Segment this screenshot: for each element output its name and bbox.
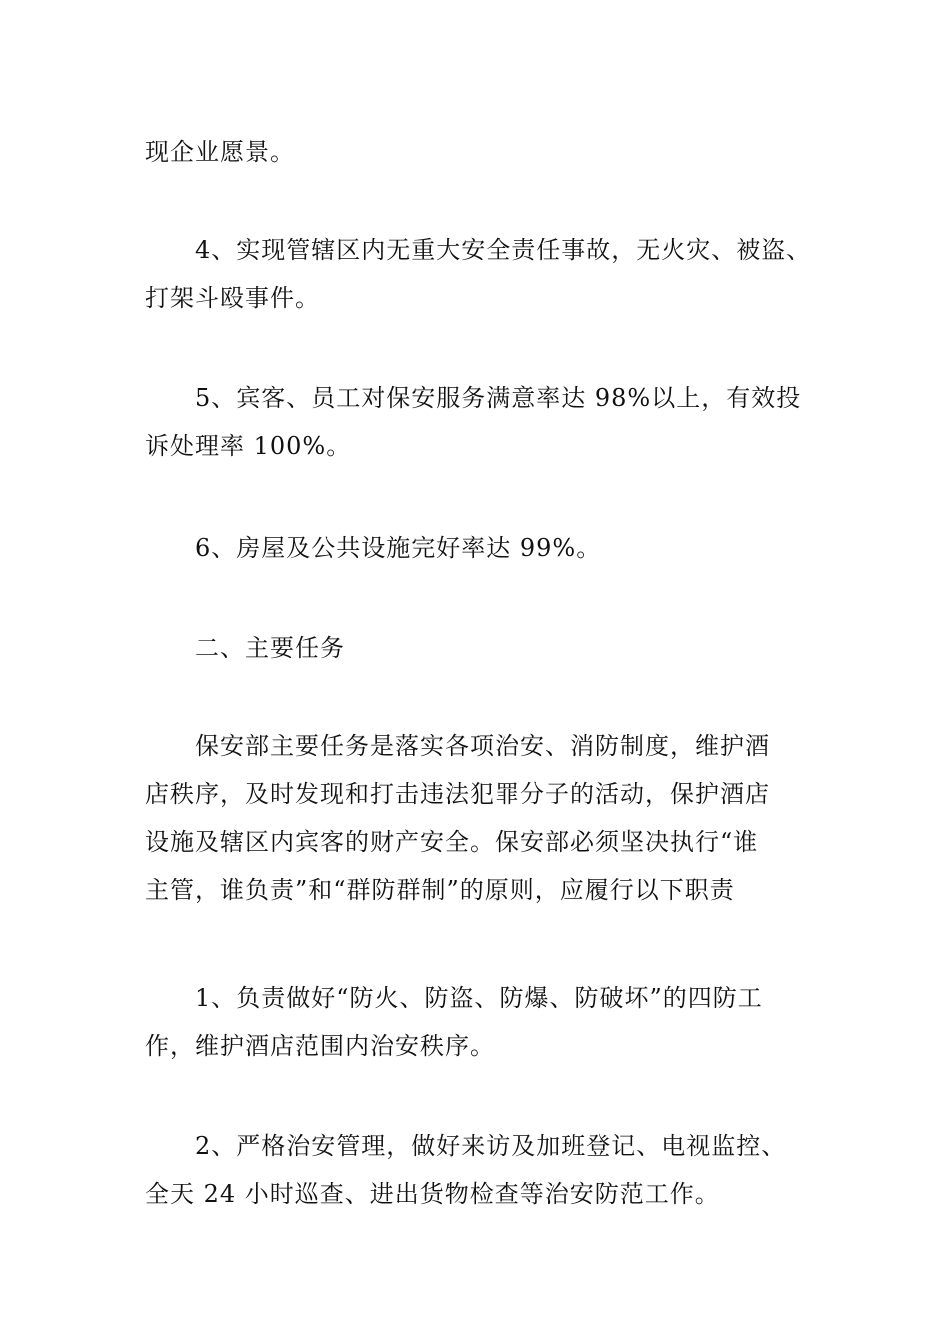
text-line: 全天 24 小时巡查、进出货物检查等治安防范工作。 (145, 1180, 720, 1208)
text-line: 5、宾客、员工对保安服务满意率达 98%以上，有效投 (195, 384, 802, 412)
text-line: 诉处理率 100%。 (145, 432, 352, 460)
text-line: 6、房屋及公共设施完好率达 99%。 (195, 534, 602, 562)
text-line: 现企业愿景。 (145, 138, 295, 166)
text-line: 4、实现管辖区内无重大安全责任事故，无火灾、被盗、 (195, 236, 812, 264)
section-heading (145, 624, 835, 672)
paragraph-duty-2 (145, 1122, 835, 1218)
text-line: 打架斗殴事件。 (145, 284, 320, 312)
text-line: 保安部主要任务是落实各项治安、消防制度，维护酒 (195, 732, 770, 760)
text-line: 1、负责做好“防火、防盗、防爆、防破坏”的四防工 (195, 984, 763, 1012)
paragraph-item-4 (145, 226, 835, 322)
text-line: 作，维护酒店范围内治安秩序。 (145, 1032, 495, 1060)
text-line: 二、主要任务 (195, 634, 345, 662)
text-line: 2、严格治安管理，做好来访及加班登记、电视监控、 (195, 1132, 787, 1160)
text-line: 店秩序，及时发现和打击违法犯罪分子的活动，保护酒店 (145, 780, 770, 808)
paragraph-item-5 (145, 374, 835, 470)
paragraph-continuation (145, 128, 835, 176)
paragraph-item-6 (145, 524, 835, 572)
text-line: 主管，谁负责”和“群防群制”的原则，应履行以下职责 (145, 876, 735, 904)
text-line: 设施及辖区内宾客的财产安全。保安部必须坚决执行“谁 (145, 828, 759, 856)
paragraph-duty-1 (145, 974, 835, 1070)
paragraph-main-tasks (145, 722, 835, 914)
